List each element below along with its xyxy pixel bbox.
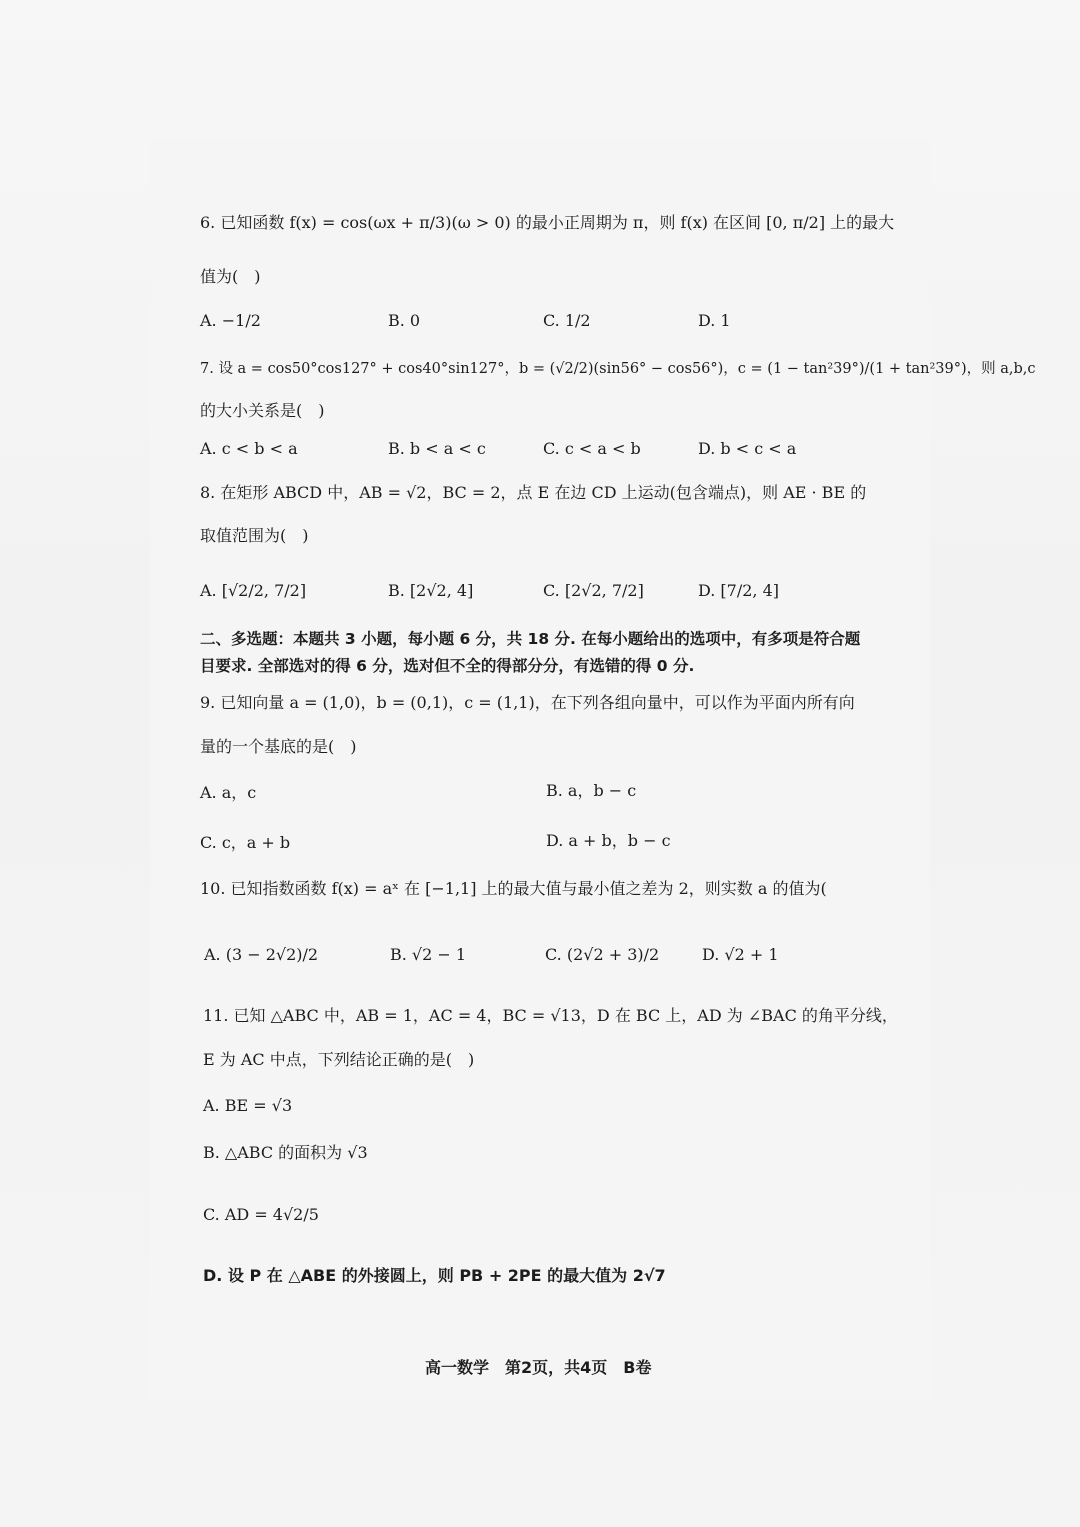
q6-line1: 6. 已知函数 f(x) = cos(ωx + π/3)(ω > 0) 的最小正周期为 π，则 f(x) 在区间 [0, π/2] 上的最大 [200, 213, 895, 232]
q6-option-c: C. 1/2 [543, 311, 591, 330]
q8-option-a: A. [√2/2, 7/2] [200, 581, 307, 600]
q9-option-a: A. a，c [200, 783, 257, 802]
q9-line1: 9. 已知向量 a = (1,0)，b = (0,1)，c = (1,1)，在下列各组向量中，可以作为平面内所有向 [200, 693, 855, 712]
q9-line2: 量的一个基底的是( ) [200, 737, 357, 756]
q11-line1: 11. 已知 △ABC 中，AB = 1，AC = 4，BC = √13，D 在 BC 上，AD 为 ∠BAC 的角平分线， [203, 1006, 898, 1025]
q6-option-a: A. −1/2 [200, 311, 261, 330]
q7-line1: 7. 设 a = cos50°cos127° + cos40°sin127°，b = (√2/2)(sin56° − cos56°)，c = (1 − tan²39°)/(1 + tan²39°)，则 a,b,c [200, 361, 1036, 377]
q7-option-b: B. b < a < c [388, 439, 486, 458]
q11-option-d: D. 设 P 在 △ABE 的外接圆上，则 PB + 2PE 的最大值为 2√7 [203, 1266, 666, 1285]
q10-option-b: B. √2 − 1 [390, 945, 467, 964]
q9-option-c: C. c，a + b [200, 833, 291, 852]
q7-option-c: C. c < a < b [543, 439, 641, 458]
q6-line2: 值为( ) [200, 267, 261, 286]
q6-option-d: D. 1 [698, 311, 731, 330]
q10-line1: 10. 已知指数函数 f(x) = aˣ 在 [−1,1] 上的最大值与最小值之差为 2，则实数 a 的值为( [200, 879, 827, 898]
q7-line2: 的大小关系是( ) [200, 401, 325, 420]
q11-option-b: B. △ABC 的面积为 √3 [203, 1143, 368, 1162]
q10-option-a: A. (3 − 2√2)/2 [204, 945, 319, 964]
page-footer: 高一数学 第2页，共4页 B卷 [425, 1358, 652, 1377]
q6-option-b: B. 0 [388, 311, 421, 330]
section2-line1: 二、多选题：本题共 3 小题，每小题 6 分，共 18 分. 在每小题给出的选项中，有多项是符合题 [200, 630, 861, 648]
q7-option-a: A. c < b < a [200, 439, 298, 458]
q11-option-a: A. BE = √3 [203, 1096, 293, 1115]
q11-line2: E 为 AC 中点，下列结论正确的是( ) [203, 1050, 475, 1069]
q8-line2: 取值范围为( ) [200, 526, 309, 545]
q8-option-c: C. [2√2, 7/2] [543, 581, 644, 600]
q10-option-d: D. √2 + 1 [702, 945, 779, 964]
section2-line2: 目要求. 全部选对的得 6 分，选对但不全的得部分分，有选错的得 0 分. [200, 657, 695, 675]
q10-option-c: C. (2√2 + 3)/2 [545, 945, 660, 964]
q8-option-d: D. [7/2, 4] [698, 581, 780, 600]
q7-option-d: D. b < c < a [698, 439, 797, 458]
q9-option-b: B. a，b − c [546, 781, 637, 800]
q11-option-c: C. AD = 4√2/5 [203, 1205, 319, 1224]
q8-option-b: B. [2√2, 4] [388, 581, 474, 600]
q8-line1: 8. 在矩形 ABCD 中，AB = √2，BC = 2，点 E 在边 CD 上运动(包含端点)，则 AE · BE 的 [200, 483, 867, 502]
q9-option-d: D. a + b，b − c [546, 831, 671, 850]
